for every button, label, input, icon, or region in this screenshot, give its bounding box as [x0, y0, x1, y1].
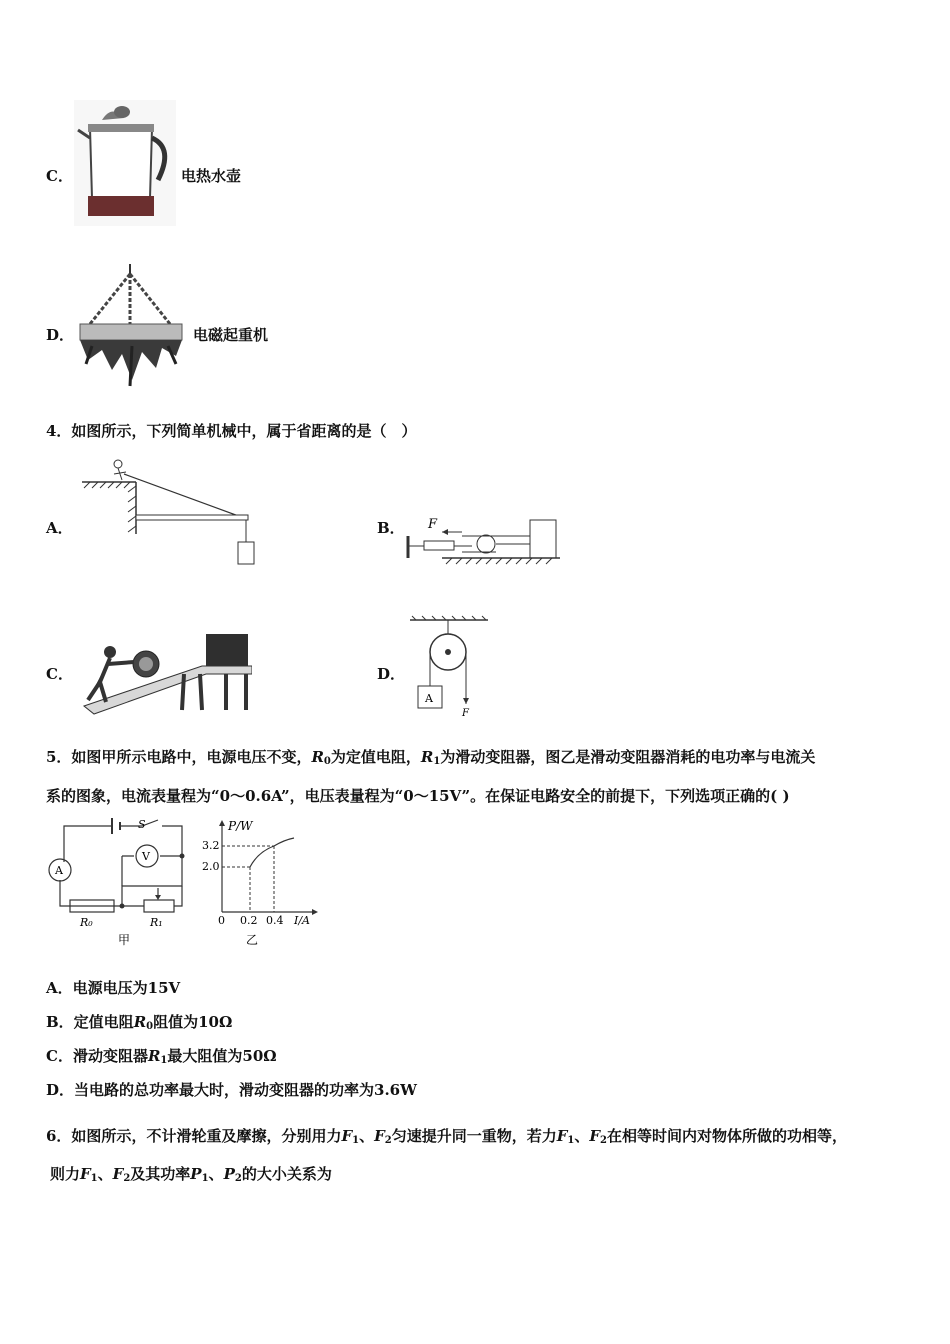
- q5-option-b: B．定值电阻$R_0$阻值为10Ω: [46, 1013, 233, 1032]
- crane-magnet-image: [72, 260, 190, 388]
- xtick-0-2: 0.2: [240, 914, 258, 927]
- kettle-image: [72, 98, 178, 228]
- q4-option-a: A．: [46, 519, 73, 537]
- q4-option-d: D．: [377, 665, 406, 683]
- lever-figure: [78, 452, 268, 570]
- q4-option-c: C．: [46, 665, 73, 683]
- r1-label: R₁: [150, 916, 163, 929]
- q4-d-box-label: A: [425, 692, 433, 705]
- option-d-label: 电磁起重机: [193, 326, 269, 344]
- pulley-horizontal-figure: [402, 510, 562, 568]
- q5-option-a: A．电源电压为15V: [46, 979, 181, 997]
- xtick-0-4: 0.4: [266, 914, 284, 927]
- q5-stem-line1: 5．如图甲所示电路中，电源电压不变，$R_0$为定值电阻，$R_1$为滑动变阻器，图乙是滑动变阻器消耗的电功率与电流关: [46, 748, 816, 767]
- q4-option-b: B．: [377, 519, 405, 537]
- ammeter-label: A: [55, 864, 63, 877]
- switch-label: S: [138, 818, 146, 831]
- q4-stem: 4．如图所示，下列简单机械中，属于省距离的是（ ）: [46, 422, 417, 440]
- q4-d-force-label: F: [462, 708, 469, 718]
- r0-label: R₀: [80, 916, 93, 929]
- q4-b-force-label: F: [428, 517, 438, 532]
- q6-stem-line2: 则力$F_1$、$F_2$及其功率$P_1$、$P_2$的大小关系为: [50, 1165, 332, 1184]
- q5-option-c: C．滑动变阻器$R_1$最大阻值为50Ω: [46, 1047, 277, 1066]
- inclined-plane-figure: [76, 630, 252, 716]
- circuit-diagram-jia: [46, 818, 194, 954]
- q6-stem-line1: 6．如图所示，不计滑轮重及摩擦，分别用力$F_1$、$F_2$匀速提升同一重物，若力$F_1$、$F_2$在相等时间内对物体所做的功相等，: [46, 1127, 848, 1146]
- option-c-letter: C．: [46, 167, 73, 185]
- q5-stem-line2: 系的图象，电流表量程为“0～0.6A”，电压表量程为“0～15V”。在保证电路安全的前提下，下列选项正确的( ): [46, 787, 790, 805]
- q5-option-d: D．当电路的总功率最大时，滑动变阻器的功率为3.6W: [46, 1081, 417, 1099]
- ytick-3-2: 3.2: [202, 839, 220, 852]
- power-current-graph-yi: [198, 818, 324, 954]
- xtick-0: 0: [218, 914, 225, 927]
- option-c-label: 电热水壶: [181, 167, 242, 185]
- caption-yi: 乙: [246, 933, 259, 947]
- voltmeter-label: V: [142, 850, 150, 863]
- graph-xlabel: I/A: [294, 914, 310, 927]
- option-d-letter: D．: [46, 326, 75, 344]
- graph-ylabel: P/W: [228, 819, 253, 833]
- caption-jia: 甲: [118, 933, 131, 947]
- pulley-vertical-figure: [406, 612, 492, 718]
- ytick-2-0: 2.0: [202, 860, 220, 873]
